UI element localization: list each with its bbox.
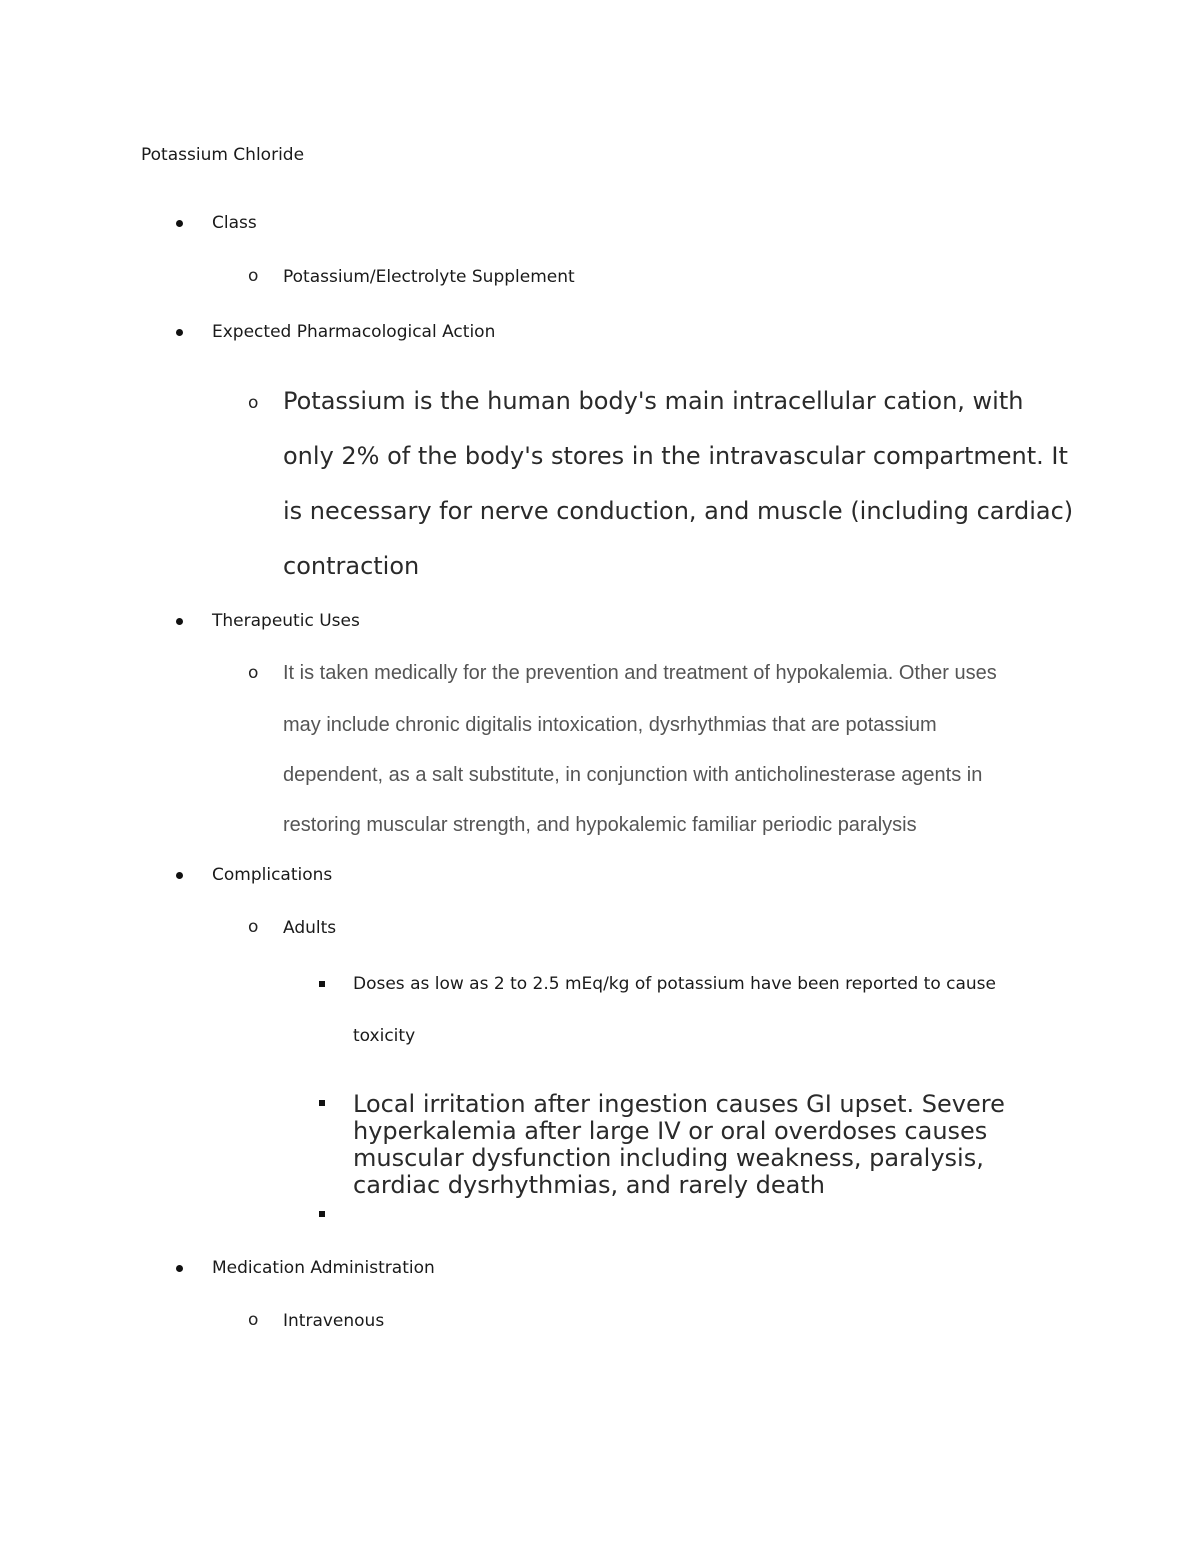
section-heading-complications: Complications — [212, 865, 333, 885]
section-heading-action: Expected Pharmacological Action — [212, 322, 496, 342]
action-line-1: Potassium is the human body's main intracellular cation, with — [283, 387, 1024, 415]
complication-item-2: Local irritation after ingestion causes GI upset. Severe hyperkalemia after large IV or oral overdoses causes muscular dysfunction including weakness, paralysis, cardiac dysrhythmias, and rarely death — [353, 1090, 1005, 1199]
bullet-disc-icon — [176, 220, 183, 227]
bullet-disc-icon — [176, 1265, 183, 1272]
complication-item-1-line-1: Doses as low as 2 to 2.5 mEq/kg of potassium have been reported to cause — [353, 974, 996, 994]
bullet-circle-icon: o — [248, 266, 259, 286]
uses-line-1: It is taken medically for the prevention and treatment of hypokalemia. Other uses — [283, 662, 997, 684]
document-title: Potassium Chloride — [141, 145, 305, 165]
action-line-3: is necessary for nerve conduction, and muscle (including cardiac) — [283, 497, 1074, 525]
bullet-circle-icon: o — [248, 1310, 259, 1330]
section-heading-class: Class — [212, 213, 257, 233]
bullet-square-icon — [319, 1100, 325, 1106]
section-heading-administration: Medication Administration — [212, 1258, 435, 1278]
uses-line-2: may include chronic digitalis intoxication, dysrhythmias that are potassium — [283, 714, 937, 736]
bullet-disc-icon — [176, 872, 183, 879]
section-heading-uses: Therapeutic Uses — [212, 611, 360, 631]
complications-sub-adults: Adults — [283, 918, 337, 938]
complication-item-1-line-2: toxicity — [353, 1026, 416, 1046]
class-item: Potassium/Electrolyte Supplement — [283, 267, 575, 287]
bullet-circle-icon: o — [248, 663, 259, 683]
administration-sub-intravenous: Intravenous — [283, 1311, 385, 1331]
bullet-disc-icon — [176, 618, 183, 625]
action-line-2: only 2% of the body's stores in the intravascular compartment. It — [283, 442, 1068, 470]
bullet-circle-icon: o — [248, 393, 259, 413]
bullet-disc-icon — [176, 329, 183, 336]
action-line-4: contraction — [283, 552, 420, 580]
bullet-square-icon — [319, 981, 325, 987]
uses-line-3: dependent, as a salt substitute, in conjunction with anticholinesterase agents in — [283, 764, 983, 786]
bullet-circle-icon: o — [248, 917, 259, 937]
bullet-square-icon — [319, 1211, 325, 1217]
uses-line-4: restoring muscular strength, and hypokalemic familiar periodic paralysis — [283, 814, 917, 836]
